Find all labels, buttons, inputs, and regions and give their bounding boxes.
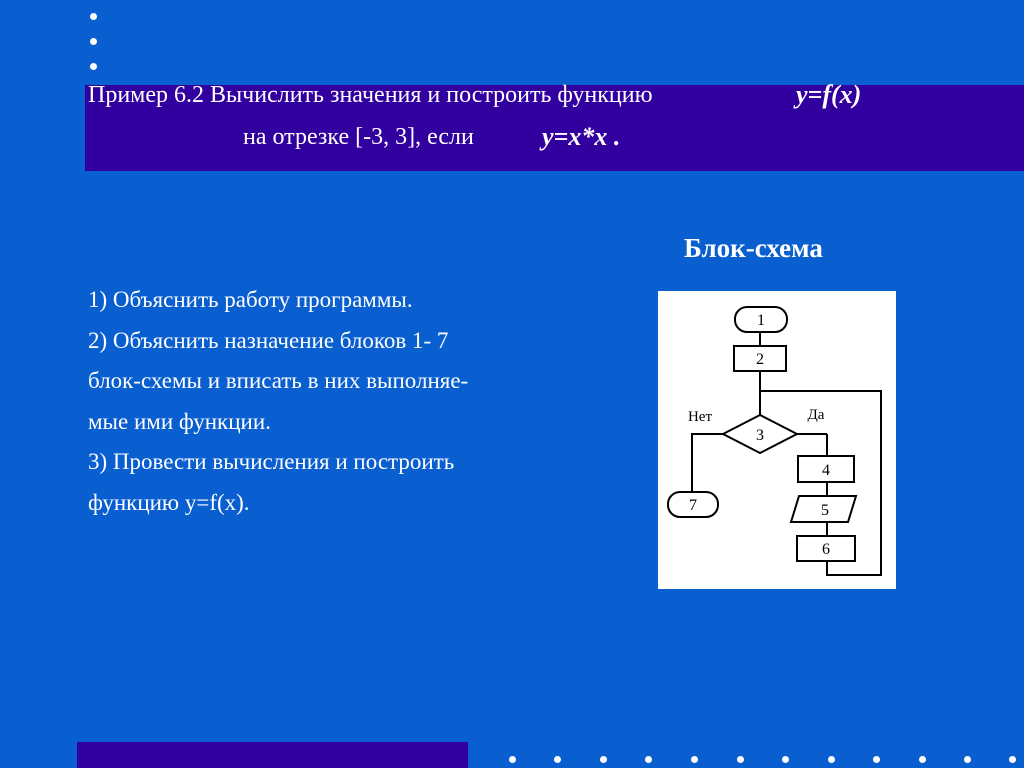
task-line: блок-схемы и вписать в них выполняе- [88, 368, 469, 393]
slide-title: Пример 6.2 Вычислить значения и построить функцию [88, 82, 653, 108]
decor-dot [1009, 756, 1016, 763]
task-line: 2) Объяснить назначение блоков 1- 7 [88, 327, 449, 353]
decor-dot [90, 13, 97, 20]
footer-bar [77, 742, 468, 768]
block-1-label: 1 [757, 312, 765, 329]
title-formula-expression: y=x*x . [542, 122, 621, 151]
block-3-label: 3 [756, 427, 764, 444]
decor-dot [873, 756, 880, 763]
decor-dot [509, 756, 516, 763]
block-2-label: 2 [756, 351, 764, 368]
task-line: 3) Провести вычисления и построить [88, 449, 455, 474]
decor-dot [645, 756, 652, 763]
decor-dot [90, 38, 97, 45]
task-list [88, 280, 608, 523]
task-line: мые ими функции. [88, 408, 271, 434]
slide-subtitle: на отрезке [-3, 3], если [243, 124, 474, 150]
branch-label-no: Нет [687, 409, 713, 425]
decor-dot [782, 756, 789, 763]
flowchart [658, 291, 896, 589]
connector-3-7 [692, 434, 723, 492]
decor-dot [554, 756, 561, 763]
decor-dot [919, 756, 926, 763]
block-7-label: 7 [689, 497, 697, 514]
diagram-heading: Блок-схема [684, 233, 823, 263]
title-formula-function: y=f(x) [796, 80, 862, 109]
decor-dot [737, 756, 744, 763]
block-4-label: 4 [822, 462, 830, 479]
branch-label-yes: Да [807, 407, 825, 423]
block-6-label: 6 [822, 541, 830, 558]
decor-dot [964, 756, 971, 763]
decor-dot [828, 756, 835, 763]
decor-dot [691, 756, 698, 763]
flowchart-svg [658, 291, 896, 589]
decor-dot [600, 756, 607, 763]
decor-dot [90, 63, 97, 70]
task-line: функцию y=f(x). [88, 489, 250, 515]
block-5-label: 5 [821, 502, 829, 519]
task-line: 1) Объяснить работу программы. [88, 287, 413, 312]
